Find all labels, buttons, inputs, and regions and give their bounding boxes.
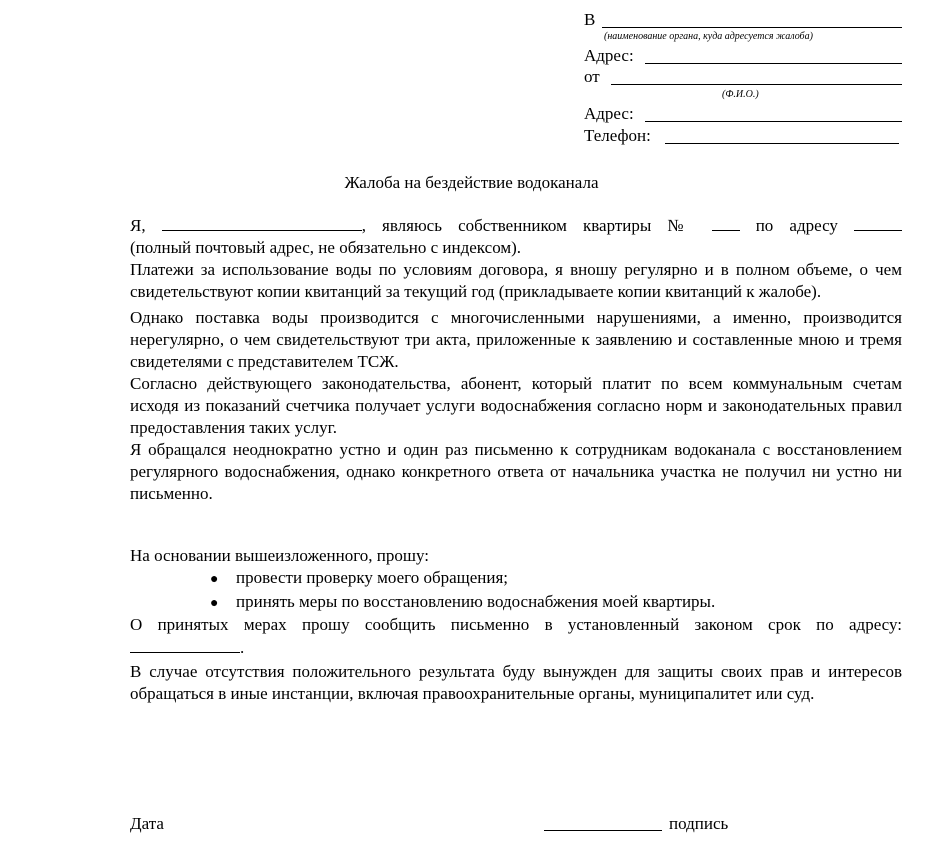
intro-post-name: , являюсь собственником квартиры № [361, 216, 696, 235]
apartment-number-blank[interactable] [712, 214, 740, 231]
signature-line[interactable] [544, 830, 662, 831]
address2-label: Адрес: [584, 104, 634, 123]
notify-end: . [240, 638, 245, 657]
name-blank[interactable] [162, 214, 362, 231]
address-hint-line: (полный почтовый адрес, не обязательно с индексом). [130, 238, 522, 257]
document-title: Жалоба на бездействие водоканала [344, 173, 599, 192]
list-item [210, 591, 715, 615]
list-item [210, 567, 715, 591]
notify-text: О принятых мерах прошу сообщить письменно в установленный законом срок по адресу: [130, 615, 902, 634]
address1-label: Адрес: [584, 46, 634, 65]
to-field-line[interactable] [602, 27, 902, 28]
request-item-text: провести проверку моего обращения; [236, 568, 509, 587]
notify-address-blank[interactable] [130, 636, 240, 653]
to-hint: (наименование органа, куда адресуется жалоба) [604, 31, 813, 42]
paragraph-payments: Платежи за использование воды по условиям договора, я вношу регулярно и в полном объеме, о чем свидетельствуют копии квитанций за текущий год (прикладываете копии квитанций к жалобе). [130, 260, 902, 301]
notify-address-line [130, 636, 902, 659]
fio-hint: (Ф.И.О.) [722, 89, 759, 100]
request-list [210, 567, 715, 615]
phone-label: Телефон: [584, 126, 651, 145]
intro-pre-name: Я, [130, 216, 146, 235]
address1-field-line[interactable] [645, 63, 902, 64]
paragraph-appeals: Я обращался неоднократно устно и один раз письменно к сотрудникам водоканала с восстановлением регулярного водоснабжения, однако конкретного ответа от начальника участка не получил ни устно ни письменно. [130, 440, 902, 503]
paragraph-violations: Однако поставка воды производится с многочисленными нарушениями, а именно, производится нерегулярно, о чем свидетельствуют три акта, приложенные к заявлению и составленные мною и тремя свидетелями с представителем ТСЖ. [130, 308, 902, 371]
paragraph-final: В случае отсутствия положительного результата буду вынужден для защиты своих прав и интересов обращаться в иные инстанции, включая правоохранительные органы, муниципалитет или суд. [130, 662, 902, 703]
from-prefix: от [584, 67, 600, 86]
intro-line [130, 214, 902, 237]
body-text [130, 214, 902, 505]
address2-field-line[interactable] [645, 121, 902, 122]
date-label: Дата [130, 814, 164, 833]
from-field-line[interactable] [611, 84, 902, 85]
signature-label: подпись [669, 814, 729, 833]
request-lead: На основании вышеизложенного, прошу: [130, 546, 429, 565]
intro-post-number: по адресу [755, 216, 838, 235]
paragraph-law: Согласно действующего законодательства, абонент, который платит по всем коммунальным счетам исходя из показаний счетчика получает услуги водоснабжения согласно норм и законодательных правил предоставления таких услуг. [130, 374, 902, 437]
notify-block [130, 614, 902, 705]
phone-field-line[interactable] [665, 143, 899, 144]
to-prefix: В [584, 10, 596, 29]
bullet-icon: ● [210, 572, 219, 587]
request-item-text: принять меры по восстановлению водоснабжения моей квартиры. [236, 592, 716, 611]
address-blank[interactable] [854, 214, 902, 231]
bullet-icon: ● [210, 596, 219, 611]
